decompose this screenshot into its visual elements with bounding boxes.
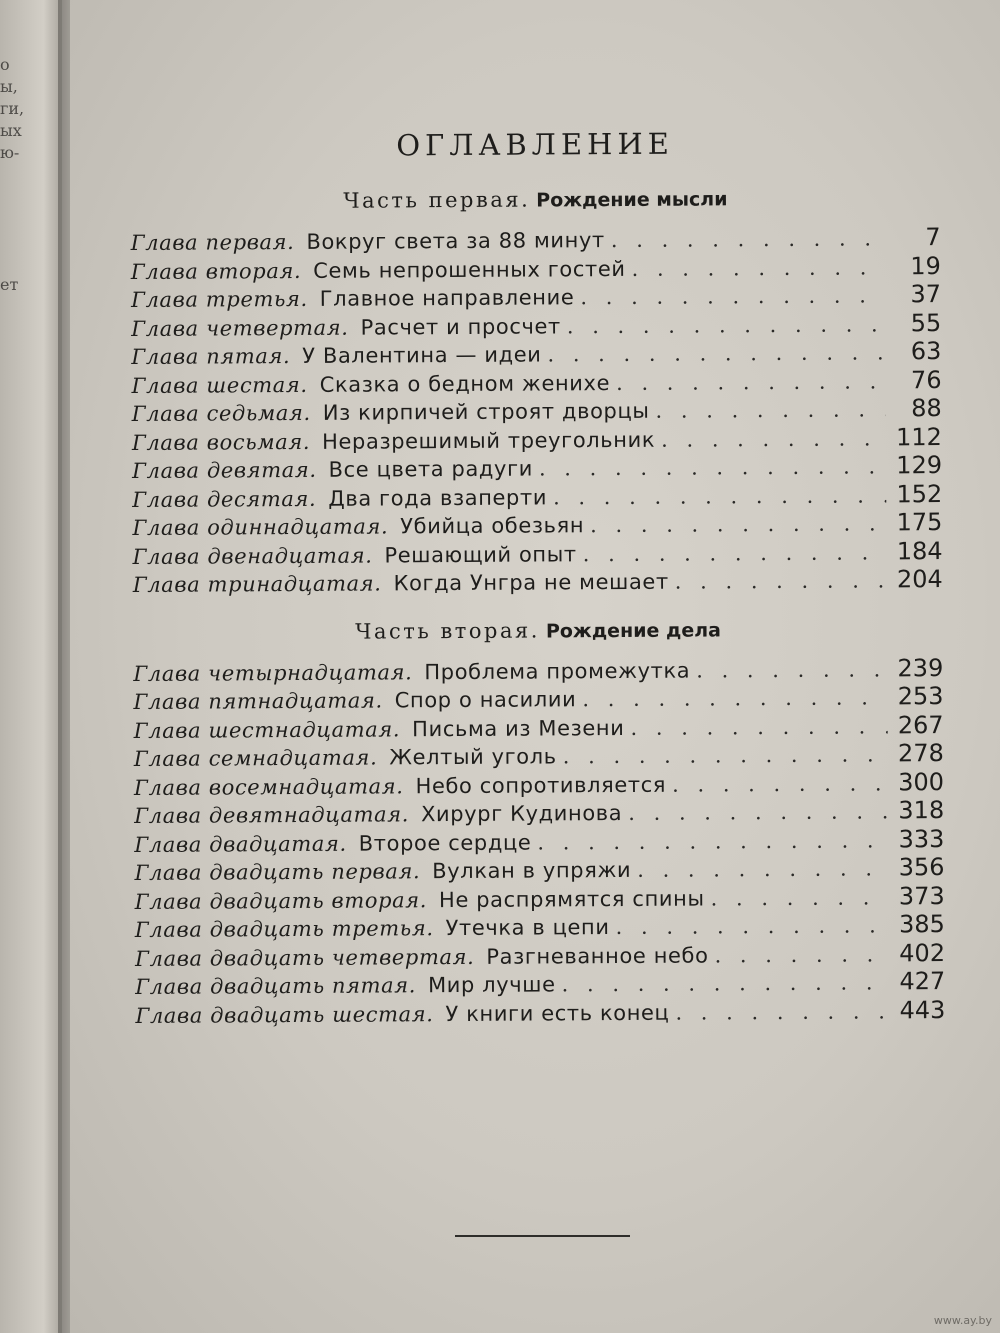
previous-page-edge [0,0,62,1333]
toc-parts [130,185,945,1029]
page-number: 204 [896,565,943,594]
chapter-number: Глава двадцать пятая. [135,973,417,999]
part-heading [130,185,940,214]
chapter-number: Глава восьмая. [131,429,311,455]
chapter-title: Хирург Кудинова [420,801,623,827]
previous-page-fragment: о [0,55,10,74]
toc-entry [133,565,943,598]
dot-leader [611,226,885,252]
page-number: 239 [897,653,944,682]
page-number: 7 [925,223,941,252]
page-number: 76 [910,365,942,394]
chapter-title: Утечка в цепи [445,915,610,941]
dot-leader [583,540,887,566]
dot-leader [631,255,884,281]
chapter-list [133,654,945,1029]
chapter-title: Мир лучше [427,972,556,998]
chapter-title: Из кирпичей строят дворцы [322,398,650,425]
page-number: 37 [910,280,942,309]
chapter-number: Глава шестнадцатая. [133,716,401,743]
page-number: 129 [896,451,943,480]
previous-page-fragment: ет [0,275,19,294]
chapter-title: Вулкан в упряжи [432,857,632,884]
page-number: 300 [898,767,945,796]
page-number: 267 [897,710,944,739]
page-number: 175 [896,508,943,537]
chapter-number: Глава двадцать третья. [134,916,434,942]
chapter-number: Глава третья. [130,286,308,312]
page-number: 427 [899,967,946,996]
chapter-number: Глава двадцать первая. [134,859,421,885]
part-title: Рождение мысли [536,188,728,212]
chapter-number: Глава двадцать вторая. [134,887,428,914]
chapter-title: У Валентина — идеи [302,342,542,368]
chapter-number: Глава десятая. [132,486,317,512]
chapter-title: Убийца обезьян [400,513,585,539]
dot-leader [563,742,888,768]
toc-title: ОГЛАВЛЕНИЕ [396,126,674,163]
dot-leader [672,771,888,796]
part-heading [133,616,943,645]
page-number: 55 [910,308,942,337]
chapter-title: Сказка о бедном женихе [319,370,611,397]
chapter-title: У книги есть конец [445,1000,670,1026]
dot-leader [711,885,889,910]
toc-page [70,0,1000,1333]
dot-leader [637,856,888,882]
chapter-title: Желтый уголь [389,744,557,770]
chapter-title: Неразрешимый треугольник [322,427,656,454]
part-number: Часть первая. [343,187,531,213]
page-number: 318 [898,796,945,825]
end-rule [455,1235,630,1237]
previous-page-fragment: ги, [0,99,25,118]
dot-leader [628,799,888,825]
dot-leader [696,657,887,682]
chapter-number: Глава пятая. [131,344,291,369]
chapter-title: Второе сердце [358,830,532,856]
dot-leader [655,397,885,422]
chapter-title: Небо сопротивляется [415,772,667,798]
chapter-number: Глава первая. [130,229,295,255]
page-number: 356 [898,853,945,882]
previous-page-fragment: ю- [0,143,20,162]
chapter-title: Решающий опыт [384,541,577,567]
chapter-title: Два года взаперти [328,484,548,511]
dot-leader [661,426,886,451]
dot-leader [539,454,886,480]
chapter-title: Письма из Мезени [412,715,625,741]
page-number: 112 [895,422,942,451]
chapter-number: Глава двенадцатая. [132,543,373,569]
dot-leader [675,999,889,1024]
page-number: 278 [897,739,944,768]
chapter-number: Глава вторая. [130,258,302,284]
chapter-number: Глава шестая. [131,372,308,398]
chapter-list [131,223,943,598]
chapter-number: Глава двадцать четвертая. [134,944,475,971]
page-number: 402 [899,938,946,967]
dot-leader [547,340,885,366]
dot-leader [675,568,887,593]
page-number: 333 [898,824,945,853]
page-number: 253 [897,682,944,711]
page-number: 385 [898,910,945,939]
chapter-title: Не распрямятся спины [438,886,705,912]
chapter-title: Когда Унгра не мешает [393,569,669,596]
chapter-title: Спор о насилии [394,687,577,713]
chapter-number: Глава восемнадцатая. [133,773,404,800]
chapter-number: Глава девятая. [132,457,317,483]
previous-page-fragment: ы, [0,77,18,96]
chapter-title: Семь непрошенных гостей [313,256,626,283]
dot-leader [582,685,887,711]
chapter-number: Глава четвертая. [131,315,349,341]
chapter-number: Глава семнадцатая. [133,745,378,771]
chapter-number: Глава двадцать шестая. [135,1001,434,1028]
page-number: 184 [896,536,943,565]
part-number: Часть вторая. [355,618,540,644]
dot-leader [567,312,886,338]
dot-leader [714,942,889,967]
page-number: 19 [910,251,941,280]
chapter-number: Глава седьмая. [131,400,311,426]
page-number: 88 [911,394,942,423]
table-of-contents [130,125,946,1051]
dot-leader [630,714,887,740]
dot-leader [616,913,889,939]
dot-leader [616,369,886,395]
previous-page-fragment: ых [0,121,22,140]
chapter-title: Все цвета радуги [328,456,533,482]
page-number: 443 [899,995,946,1024]
dot-leader [590,511,886,537]
dot-leader [537,828,888,854]
chapter-number: Глава девятнадцатая. [134,802,410,828]
chapter-title: Проблема промежутка [424,658,691,684]
chapter-number: Глава одиннадцатая. [132,514,389,540]
chapter-number: Глава тринадцатая. [132,571,382,597]
part-title: Рождение дела [545,618,722,642]
chapter-title: Вокруг света за 88 минут [306,228,605,254]
chapter-number: Глава четырнадцатая. [133,659,413,686]
dot-leader [580,283,885,309]
dot-leader [553,483,886,509]
page-number: 152 [896,479,943,508]
watermark: www.ay.by [933,1314,992,1327]
page-number: 63 [910,337,942,366]
chapter-title: Главное направление [319,285,575,311]
chapter-title: Разгневанное небо [486,942,709,969]
dot-leader [562,970,890,996]
chapter-title: Расчет и просчет [360,313,561,340]
chapter-number: Глава двадцатая. [134,831,347,857]
chapter-number: Глава пятнадцатая. [133,688,383,714]
page-number: 373 [898,881,945,910]
toc-entry [135,996,945,1029]
previous-page-text-fragments [0,55,40,297]
